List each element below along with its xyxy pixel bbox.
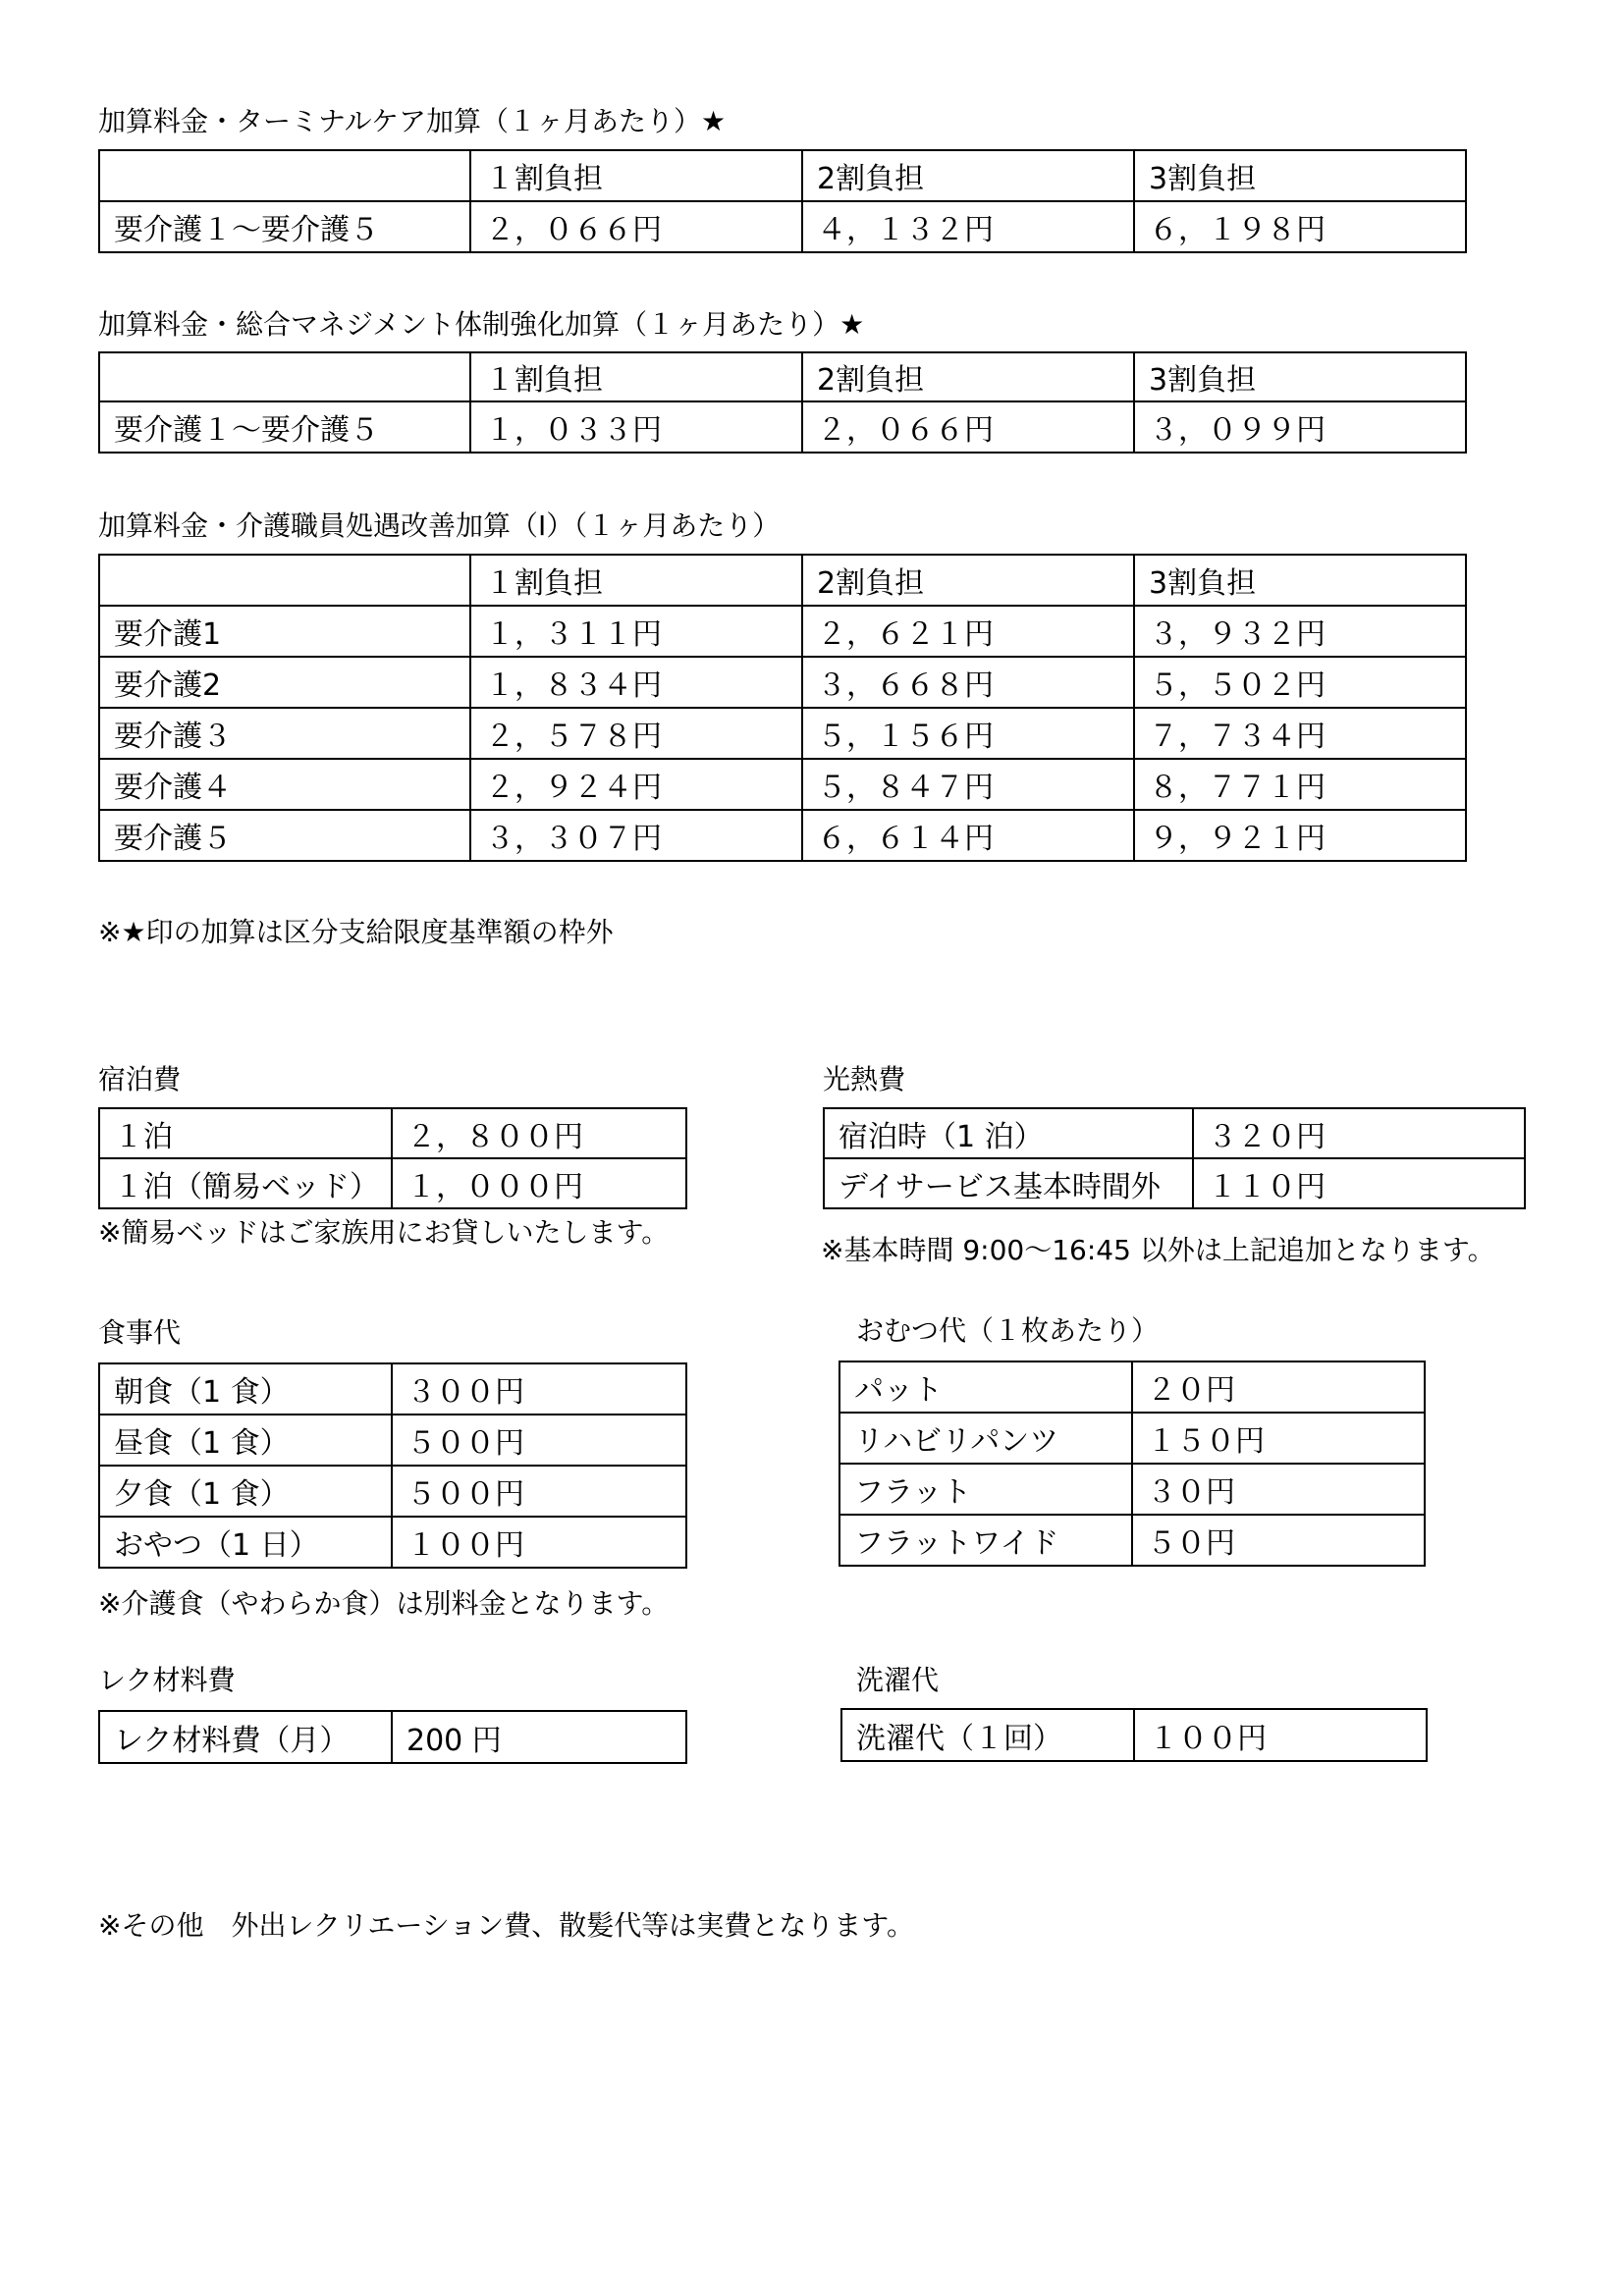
utilities-title: 光熱費 [823, 1063, 906, 1095]
row-label: 宿泊時（1 泊） [824, 1108, 1193, 1158]
header-cell [99, 352, 470, 401]
row-label: フラットワイド [839, 1515, 1132, 1566]
price-cell: ５００円 [392, 1466, 686, 1517]
terminal-care-title: 加算料金・ターミナルケア加算（１ヶ月あたり）★ [98, 105, 727, 137]
header-cell: １割負担 [470, 150, 802, 201]
price-cell: ２，９２４円 [470, 759, 802, 810]
table-header-row [99, 352, 1466, 401]
price-cell: ５００円 [392, 1415, 686, 1466]
price-cell: １，０３３円 [470, 401, 802, 453]
price-cell: ３，０９９円 [1134, 401, 1466, 453]
row-label: 朝食（1 食） [99, 1363, 392, 1415]
staff-improvement-title: 加算料金・介護職員処遇改善加算（Ⅰ）（１ヶ月あたり） [98, 509, 781, 542]
row-label: レク材料費（月） [99, 1711, 392, 1763]
row-label: 要介護１～要介護５ [99, 201, 470, 252]
price-cell: ３，９３２円 [1134, 606, 1466, 657]
header-cell: １割負担 [470, 555, 802, 606]
row-label: １泊 [99, 1108, 392, 1158]
recreation-title: レク材料費 [98, 1664, 236, 1696]
diapers-title: おむつ代（１枚あたり） [856, 1314, 1160, 1347]
price-cell: １００円 [1134, 1709, 1427, 1761]
row-label: おやつ（1 日） [99, 1517, 392, 1568]
header-cell: 3割負担 [1134, 352, 1466, 401]
price-cell: ４，１３２円 [802, 201, 1134, 252]
table-row [839, 1413, 1425, 1464]
table-row [824, 1158, 1525, 1208]
row-label: 要介護３ [99, 708, 470, 759]
row-label: 要介護１～要介護５ [99, 401, 470, 453]
price-cell: ６，６１４円 [802, 810, 1134, 861]
price-cell: １，３１１円 [470, 606, 802, 657]
price-cell: 200 円 [392, 1711, 686, 1763]
row-label: 洗濯代（１回） [841, 1709, 1134, 1761]
price-cell: １１０円 [1193, 1158, 1525, 1208]
laundry-title: 洗濯代 [856, 1664, 940, 1696]
price-cell: ５，８４７円 [802, 759, 1134, 810]
management-title: 加算料金・総合マネジメント体制強化加算（１ヶ月あたり）★ [98, 308, 865, 341]
table-row [99, 1363, 686, 1415]
table-row [839, 1464, 1425, 1515]
table-row [99, 1517, 686, 1568]
row-label: 要介護2 [99, 657, 470, 708]
star-note: ※★印の加算は区分支給限度基準額の枠外 [98, 916, 614, 948]
price-cell: ５，１５６円 [802, 708, 1134, 759]
price-cell: １００円 [392, 1517, 686, 1568]
meals-note: ※介護食（やわらか食）は別料金となります。 [98, 1587, 670, 1620]
table-header-row [99, 555, 1466, 606]
price-cell: １，８３４円 [470, 657, 802, 708]
price-cell: ３００円 [392, 1363, 686, 1415]
price-cell: ２，０６６円 [802, 401, 1134, 453]
row-label: １泊（簡易ベッド） [99, 1158, 392, 1208]
row-label: リハビリパンツ [839, 1413, 1132, 1464]
row-label: デイサービス基本時間外 [824, 1158, 1193, 1208]
other-costs-note: ※その他 外出レクリエーション費、散髪代等は実費となります。 [98, 1909, 914, 1942]
price-cell: ３，３０７円 [470, 810, 802, 861]
price-cell: ２，６２１円 [802, 606, 1134, 657]
diapers-table [839, 1361, 1426, 1567]
header-cell [99, 555, 470, 606]
header-cell: 2割負担 [802, 555, 1134, 606]
laundry-table [840, 1708, 1428, 1762]
price-cell: ２，５７８円 [470, 708, 802, 759]
price-cell: １，０００円 [392, 1158, 686, 1208]
table-row [99, 201, 1466, 252]
table-header-row [99, 150, 1466, 201]
table-row [839, 1515, 1425, 1566]
price-cell: ７，７３４円 [1134, 708, 1466, 759]
header-cell [99, 150, 470, 201]
price-cell: ５０円 [1132, 1515, 1425, 1566]
price-cell: １５０円 [1132, 1413, 1425, 1464]
header-cell: 3割負担 [1134, 555, 1466, 606]
terminal-care-table [98, 149, 1467, 253]
management-table [98, 351, 1467, 454]
header-cell: 2割負担 [802, 352, 1134, 401]
price-cell: ２，８００円 [392, 1108, 686, 1158]
price-cell: ８，７７１円 [1134, 759, 1466, 810]
price-cell: ５，５０２円 [1134, 657, 1466, 708]
price-cell: ２，０６６円 [470, 201, 802, 252]
price-cell: ３，６６８円 [802, 657, 1134, 708]
table-row [99, 1158, 686, 1208]
table-row [99, 657, 1466, 708]
header-cell: １割負担 [470, 352, 802, 401]
row-label: パット [839, 1362, 1132, 1413]
utilities-table [823, 1107, 1526, 1209]
price-cell: ２０円 [1132, 1362, 1425, 1413]
table-row [99, 1415, 686, 1466]
staff-improvement-table [98, 554, 1467, 862]
recreation-table [98, 1710, 687, 1764]
table-row [99, 401, 1466, 453]
meals-title: 食事代 [98, 1316, 182, 1349]
price-cell: ３０円 [1132, 1464, 1425, 1515]
table-row [99, 1108, 686, 1158]
meals-table [98, 1362, 687, 1569]
lodging-title: 宿泊費 [98, 1063, 182, 1095]
price-cell: ３２０円 [1193, 1108, 1525, 1158]
header-cell: 3割負担 [1134, 150, 1466, 201]
table-row [841, 1709, 1427, 1761]
row-label: 要介護４ [99, 759, 470, 810]
table-row [99, 759, 1466, 810]
lodging-table [98, 1107, 687, 1209]
table-row [99, 1711, 686, 1763]
table-row [99, 1466, 686, 1517]
header-cell: 2割負担 [802, 150, 1134, 201]
table-row [99, 606, 1466, 657]
utilities-note: ※基本時間 9:00～16:45 以外は上記追加となります。 [821, 1234, 1495, 1266]
price-cell: ９，９２１円 [1134, 810, 1466, 861]
row-label: 昼食（1 食） [99, 1415, 392, 1466]
table-row [99, 708, 1466, 759]
table-row [839, 1362, 1425, 1413]
row-label: 夕食（1 食） [99, 1466, 392, 1517]
lodging-note: ※簡易ベッドはご家族用にお貸しいたします。 [98, 1216, 670, 1249]
table-row [824, 1108, 1525, 1158]
row-label: 要介護1 [99, 606, 470, 657]
table-row [99, 810, 1466, 861]
price-cell: ６，１９８円 [1134, 201, 1466, 252]
row-label: フラット [839, 1464, 1132, 1515]
row-label: 要介護５ [99, 810, 470, 861]
